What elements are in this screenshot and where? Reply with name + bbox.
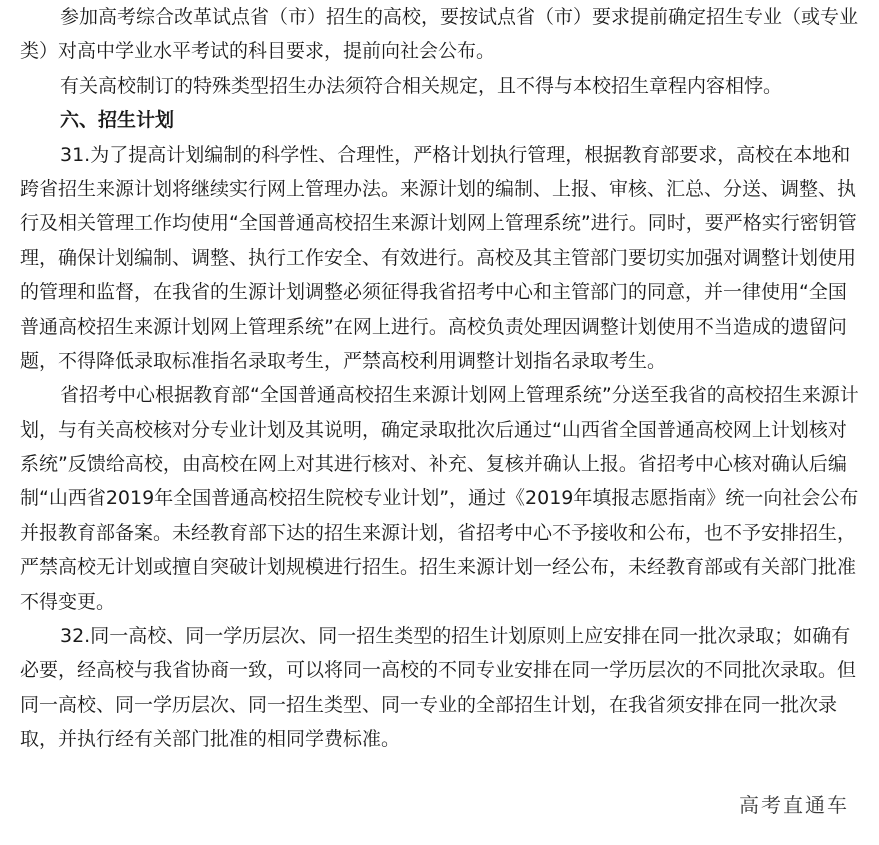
watermark: 高考直通车 (739, 793, 849, 817)
text-line: 并报教育部备案。未经教育部下达的招生来源计划，省招考中心不予接收和公布，也不予安排招生， (20, 521, 857, 544)
text-line: 的管理和监督，在我省的生源计划调整必须征得我省招考中心和主管部门的同意，并一律使用“全国 (20, 281, 847, 304)
text-line: 同一高校、同一学历层次、同一招生类型、同一专业的全部招生计划，在我省须安排在同一批次录 (20, 693, 838, 716)
text-line: 必要，经高校与我省协商一致，可以将同一高校的不同专业安排在同一学历层次的不同批次录取。但 (20, 659, 857, 682)
text-line: 不得变更。 (20, 590, 116, 613)
text-line: 制“山西省2019年全国普通高校招生院校专业计划”，通过《2019年填报志愿指南》统一向社会公布 (20, 487, 859, 510)
section-heading: 六、招生计划 (60, 109, 175, 132)
text-line: 参加高考综合改革试点省（市）招生的高校，要按试点省（市）要求提前确定招生专业（或专业 (60, 6, 859, 28)
text-line: 普通高校招生来源计划网上管理系统”在网上进行。高校负责处理因调整计划使用不当造成的遗留问 (20, 315, 847, 338)
text-line: 类）对高中学业水平考试的科目要求，提前向社会公布。 (20, 40, 496, 63)
text-line: 取，并执行经有关部门批准的相同学费标准。 (20, 728, 401, 751)
text-line: 题，不得降低录取标准指名录取考生，严禁高校利用调整计划指名录取考生。 (20, 349, 667, 372)
text-line: 31.为了提高计划编制的科学性、合理性，严格计划执行管理，根据教育部要求，高校在本地和 (60, 143, 851, 166)
text-line: 32.同一高校、同一学历层次、同一招生类型的招生计划原则上应安排在同一批次录取；如确有 (60, 625, 851, 648)
text-line: 系统”反馈给高校，由高校在网上对其进行核对、补充、复核并确认上报。省招考中心核对确认后编 (20, 453, 847, 476)
text-line: 有关高校制订的特殊类型招生办法须符合相关规定，且不得与本校招生章程内容相悖。 (60, 74, 783, 97)
document-body (20, 0, 865, 757)
text-line: 跨省招生来源计划将继续实行网上管理办法。来源计划的编制、上报、审核、汇总、分送、调整、执 (20, 177, 857, 200)
text-line: 理，确保计划编制、调整、执行工作安全、有效进行。高校及其主管部门要切实加强对调整计划使用 (20, 246, 857, 269)
text-line: 划，与有关高校核对分专业计划及其说明，确定录取批次后通过“山西省全国普通高校网上计划核对 (20, 418, 847, 441)
text-line: 行及相关管理工作均使用“全国普通高校招生来源计划网上管理系统”进行。同时，要严格实行密钥管 (20, 212, 857, 235)
text-line: 严禁高校无计划或擅自突破计划规模进行招生。招生来源计划一经公布，未经教育部或有关部门批准 (20, 556, 857, 579)
text-line: 省招考中心根据教育部“全国普通高校招生来源计划网上管理系统”分送至我省的高校招生来源计 (60, 384, 859, 407)
